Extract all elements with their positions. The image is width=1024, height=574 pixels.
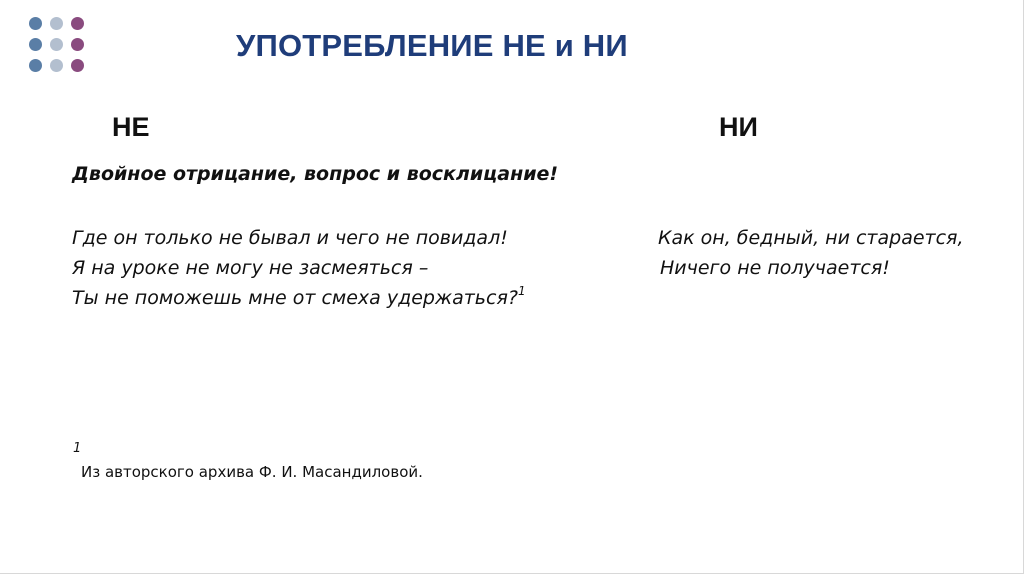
decor-dot-icon — [29, 17, 42, 30]
example-line: Ничего не получается! — [660, 257, 890, 279]
column-heading-ni: НИ — [719, 112, 758, 142]
example-line: Где он только не бывал и чего не повидал! — [72, 227, 508, 249]
footnote-reference: 1 — [517, 284, 526, 298]
example-line: Я на уроке не могу не засмеяться – — [72, 257, 429, 279]
decor-dots-icon — [29, 17, 93, 81]
column-heading-ne: НЕ — [112, 112, 150, 142]
decor-dot-icon — [50, 17, 63, 30]
example-line: Как он, бедный, ни старается, — [658, 227, 964, 249]
decor-dot-icon — [50, 38, 63, 51]
decor-dot-icon — [71, 59, 84, 72]
decor-dot-icon — [50, 59, 63, 72]
footnote-text: Из авторского архива Ф. И. Масандиловой. — [81, 463, 423, 481]
decor-dot-icon — [71, 17, 84, 30]
example-line — [72, 283, 526, 313]
decor-dot-icon — [29, 59, 42, 72]
example-line-text: Ты не поможешь мне от смеха удержаться? — [72, 287, 518, 309]
page-title: УПОТРЕБЛЕНИЕ НЕ и НИ — [236, 28, 628, 63]
example-ni — [658, 223, 964, 283]
footnote-number: 1 — [73, 441, 82, 456]
rule-text: Двойное отрицание, вопрос и восклицание! — [72, 163, 559, 185]
decor-dot-icon — [29, 38, 42, 51]
example-ne — [72, 223, 526, 313]
decor-dot-icon — [71, 38, 84, 51]
